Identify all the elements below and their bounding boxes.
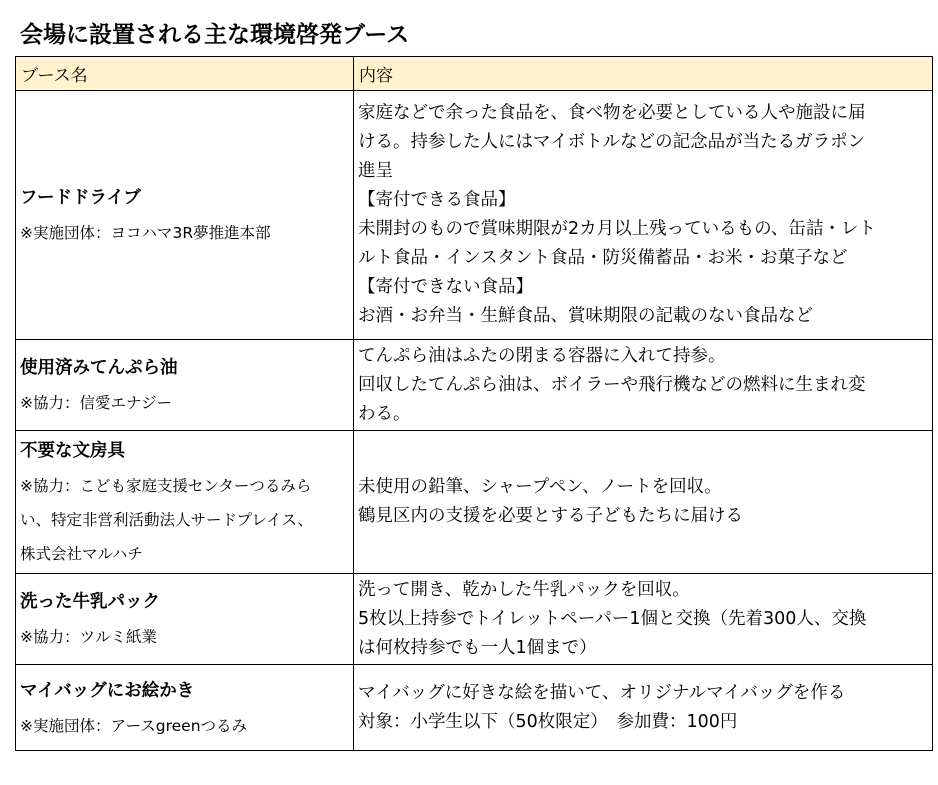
content-line: マイバッグに好きな絵を描いて、オリジナルマイバッグを作る [358,682,846,703]
booth-organization: ※実施団体：ヨコハマ3R夢推進本部 [20,224,271,242]
table-header-row [16,57,933,91]
table-row [16,574,933,665]
booth-name: 使用済みてんぷら油 [20,358,178,378]
booth-content-cell [354,91,933,340]
booth-name-cell [16,91,354,340]
booth-name: フードドライブ [20,188,141,208]
booth-name-cell [16,665,354,751]
content-line: 未使用の鉛筆、シャープペン、ノートを回収。 [358,477,722,497]
booth-organization: ※協力：信愛エナジー [20,394,173,412]
content-line: ルト食品・インスタント食品・防災備蓄品・お米・お菓子など [358,248,848,268]
booth-organization-line: 株式会社マルハチ [20,545,143,563]
content-line: 鶴見区内の支援を必要とする子どもたちに届ける [358,506,743,526]
content-line: 未開封のもので賞味期限が2カ月以上残っているもの、缶詰・レト [358,219,876,239]
page-title: 会場に設置される主な環境啓発ブース [20,22,410,48]
header-booth-name: ブース名 [16,57,354,91]
table-row [16,91,933,340]
table-row [16,340,933,431]
booth-content-cell [354,574,933,665]
content-line: 洗って開き、乾かした牛乳パックを回収。 [358,579,690,600]
booth-table [15,56,933,751]
booth-content-cell [354,340,933,431]
content-line: ける。持参した人にはマイボトルなどの記念品が当たるガラポン [358,132,866,152]
booth-name: マイバッグにお絵かき [20,680,195,701]
content-line: てんぷら油はふたの閉まる容器に入れて持参。 [358,345,726,366]
content-line: は何枚持参でも一人1個まで） [358,637,597,658]
table-row [16,431,933,574]
content-line: 【寄付できる食品】 [358,190,516,210]
booth-content-cell [354,431,933,574]
booth-organization: ※協力：こども家庭支援センターつるみら [20,477,312,495]
content-line: 回収したてんぷら油は、ボイラーや飛行機などの燃料に生まれ変 [358,374,866,395]
booth-name-cell [16,574,354,665]
content-line: 家庭などで余った食品を、食べ物を必要としている人や施設に届 [358,103,866,123]
content-line: 5枚以上持参でトイレットペーパー1個と交換（先着300人、交換 [358,608,867,629]
content-line: 対象：小学生以下（50枚限定） 参加費：100円 [358,711,738,732]
booth-name-cell [16,431,354,574]
booth-organization: ※協力：ツルミ紙業 [20,628,157,646]
booth-name: 洗った牛乳パック [20,592,160,612]
table-row [16,665,933,751]
booth-name: 不要な文房具 [20,441,125,461]
content-line: 【寄付できない食品】 [358,277,533,297]
booth-content-cell [354,665,933,751]
content-line: 進呈 [358,161,393,181]
booth-name-cell [16,340,354,431]
booth-organization-line: い、特定非営利活動法人サードプレイス、 [20,511,313,529]
content-line: わる。 [358,403,411,424]
header-content: 内容 [354,57,933,91]
content-line: お酒・お弁当・生鮮食品、賞味期限の記載のない食品など [358,306,813,326]
booth-organization: ※実施団体：アースgreenつるみ [20,716,248,735]
